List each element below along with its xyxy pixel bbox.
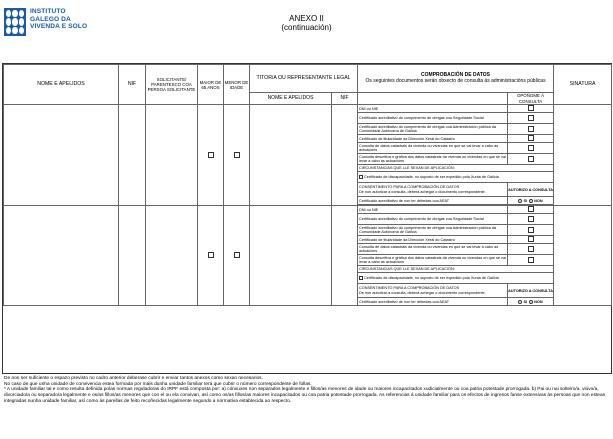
member-2-doc-5: Consulta de datos catastrais da vivenda ou vivendas en que se vai levar a cabo as actuacións	[358, 244, 508, 255]
annex-title: ANEXO II	[289, 14, 324, 23]
member-1-doc-4-oppose-checkbox[interactable]	[528, 135, 534, 141]
member-1-disability-checkbox[interactable]	[359, 175, 363, 179]
col-nif-header: NIF	[119, 65, 146, 105]
member-1-signature[interactable]	[554, 105, 612, 206]
member-2-name[interactable]	[4, 206, 119, 306]
member-1-minor	[224, 105, 250, 206]
member-1-doc-4: Certificado de titularidade da Dirección Xeral do Catastro	[358, 135, 508, 143]
col-oppose-header: OPÓÑOME Á CONSULTA	[508, 93, 554, 105]
member-2-signature[interactable]	[554, 206, 612, 306]
member-2-over65-checkbox[interactable]	[208, 252, 214, 258]
member-1-guardian-name[interactable]	[250, 105, 332, 206]
member-1-aeat-label: Certificado acreditativo de non ter débedas coa AEAT	[358, 197, 508, 205]
member-2-doc-4-oppose-checkbox[interactable]	[528, 236, 534, 242]
member-2-disability-checkbox[interactable]	[359, 276, 363, 280]
member-1-doc-3-oppose-checkbox[interactable]	[528, 126, 534, 132]
col-guardian-header: TITOR/A OU REPRESENTANTE LEGAL	[250, 65, 358, 93]
member-2-doc-5-oppose-checkbox[interactable]	[528, 246, 534, 252]
member-1-consent	[358, 183, 508, 197]
footnote-2: No caso de que unha unidade de convivencia estea formada por máis dunha unidade familiar terá que cubrir o número correspondente de follas.	[4, 381, 312, 387]
member-1-guardian-nif[interactable]	[332, 105, 358, 206]
household-table	[3, 64, 612, 306]
col-signature-header: SINATURA	[554, 65, 612, 105]
member-2-aeat-no-label: NON	[534, 299, 543, 304]
member-2-disability-row	[358, 273, 554, 284]
member-2-doc-1: DNI ou NIE	[358, 206, 508, 214]
member-2-aeat-yes-radio[interactable]	[518, 300, 522, 304]
member-1-doc-3: Certificado acreditativo do cumprimento de obrigas coa Administración pública da Comunidade Autónoma de Galicia	[358, 124, 508, 135]
verification-subtitle: Os seguintes documentos serán obxecto de consulta ás administracións públicas	[365, 77, 546, 84]
member-1-consent-title: CONSENTIMENTO PARA A COMPROBACIÓN DE DATOS	[359, 185, 460, 190]
col-over65-header: MAIOR DE 65 ANOS	[198, 65, 224, 105]
member-1-authorize-label: AUTORIZO A CONSULTA	[508, 183, 554, 197]
member-1-minor-checkbox[interactable]	[234, 152, 240, 158]
col-guardian-nif-header: NIF	[332, 93, 358, 105]
member-1-circumstances-title: CIRCUNSTANCIAS QUE LLE SEXAN DE APLICACIÓN:	[358, 165, 554, 172]
member-1-doc-6-oppose-checkbox[interactable]	[528, 156, 534, 162]
member-2-doc-6: Consulta descritiva e gráfica dos datos catastrais da vivenda ou vivendas en que se vai levar a cabo as actuacións	[359, 255, 506, 265]
logo-line-2: GALEGO DA	[30, 15, 71, 23]
footnote-3: * A unidade familiar tal e como resulta definida polas normas reguladoras do IRPF está composta por: a) cónxuxes non separados legalmente e fillos/as menores de idade ou maiores incapacitados xudicialmente ou coa patria potestade prorrogada. b) Pai ou nai solteiro/a, viúvo/a, divorciado/a ou separado/a legalmente e os/as fillos/as menores que con el ou ela convivan, así como os/as fillos/as maiores incapacitados ou coa patria potestade prorrogada. As referencias á unidade familiar para os efectos de ingresos fanse extensivas ás persoas que non estean integradas nunha unidade familiar, así como ás parellas de feito recoñecidas legalmente segundo a normativa establecida ao respecto.	[4, 387, 606, 404]
logo-line-1: INSTITUTO	[30, 8, 66, 15]
member-1-name[interactable]	[4, 105, 119, 206]
member-1-doc-6: Consulta descritiva e gráfica dos datos catastrais da vivenda ou vivendas en que se vai levar a cabo as actuacións	[359, 154, 506, 164]
member-2-relation[interactable]	[146, 206, 198, 306]
footnotes	[4, 376, 608, 405]
member-2-aeat-no-radio[interactable]	[529, 300, 533, 304]
member-1-doc-1: DNI ou NIE	[358, 105, 508, 113]
member-1-disability-label: Certificado de discapacidade, no suposto de ser expedido pola Xunta de Galicia	[364, 175, 499, 180]
footnote-1: De non ser suficiente o espazo previsto no cadro anterior deberase cubrir e enviar tantos anexos como sexan necesarios.	[4, 376, 263, 381]
member-1-doc-2-oppose-checkbox[interactable]	[528, 115, 534, 121]
member-2-guardian-nif[interactable]	[332, 206, 358, 306]
member-2-consent-title: CONSENTIMENTO PARA A COMPROBACIÓN DE DATOS	[359, 286, 460, 291]
member-2-minor-checkbox[interactable]	[234, 252, 240, 258]
member-1-aeat-yes-radio[interactable]	[518, 199, 522, 203]
member-2-doc-2-oppose-checkbox[interactable]	[528, 216, 534, 222]
verification-title: COMPROBACIÓN DE DATOS	[421, 71, 491, 78]
member-1-doc-2: Certificado acreditativo do cumprimento de obrigas coa Seguridade Social	[358, 113, 508, 124]
member-2-consent	[358, 284, 508, 298]
member-1-consent-text: De non autorizar a consulta, deberá achegar o documento correspondente.	[359, 189, 486, 194]
member-2-doc-3-oppose-checkbox[interactable]	[528, 227, 534, 233]
col-name-header: NOME E APELIDOS	[4, 65, 119, 105]
member-2-disability-label: Certificado de discapacidade, no suposto de ser expedido pola Xunta de Galicia	[364, 276, 499, 281]
logo-line-3: VIVENDA E SOLO	[30, 23, 88, 31]
member-2-circumstances-title: CIRCUNSTANCIAS QUE LLE SEXAN DE APLICACIÓN:	[358, 266, 554, 273]
member-2-consent-text: De non autorizar a consulta, deberá achegar o documento correspondente.	[359, 290, 486, 295]
member-2-doc-3: Certificado acreditativo do cumprimento de obrigas coa Administración pública da Comunidade Autónoma de Galicia	[358, 225, 508, 236]
member-1-aeat-no-radio[interactable]	[529, 199, 533, 203]
page-title	[0, 14, 613, 32]
member-1-disability-row	[358, 172, 554, 183]
member-2-minor	[224, 206, 250, 306]
member-2-nif[interactable]	[119, 206, 146, 306]
col-verification-header	[358, 65, 554, 93]
member-2-aeat-label: Certificado acreditativo de non ter débedas coa AEAT	[358, 298, 508, 306]
member-1-aeat-yes-label: SI	[523, 198, 528, 203]
member-1-relation[interactable]	[146, 105, 198, 206]
member-2-doc-6-oppose-checkbox[interactable]	[528, 257, 534, 263]
member-2-aeat-yes-label: SI	[523, 299, 528, 304]
member-1-doc-5-oppose-checkbox[interactable]	[528, 145, 534, 151]
member-1-aeat-options	[508, 197, 554, 205]
member-2-aeat-options	[508, 298, 554, 306]
col-document-spacer	[358, 93, 508, 105]
member-2-guardian-name[interactable]	[250, 206, 332, 306]
member-2-over65	[198, 206, 224, 306]
member-1-over65	[198, 105, 224, 206]
member-2-doc-4: Certificado de titularidade da Dirección Xeral do Catastro	[358, 236, 508, 244]
member-1-over65-checkbox[interactable]	[208, 152, 214, 158]
member-1-doc-1-oppose-checkbox[interactable]	[528, 105, 534, 111]
col-relation-header: SOLICITANTE/ PARENTESCO COA PERSOA SOLICITANTE	[146, 65, 198, 105]
member-2-doc-2: Certificado acreditativo do cumprimento de obrigas coa Seguridade Social	[358, 214, 508, 225]
annex-continuation: (continuación)	[281, 23, 332, 32]
member-1-doc-5: Consulta de datos catastrais da vivenda ou vivendas en que se vai levar a cabo as actuacións	[358, 143, 508, 154]
member-2-doc-1-oppose-checkbox[interactable]	[528, 206, 534, 212]
member-2-authorize-label: AUTORIZO A CONSULTA	[508, 284, 554, 298]
col-minor-header: MENOR DE IDADE	[224, 65, 250, 105]
col-guardian-name-header: NOME E APELIDOS	[250, 93, 332, 105]
member-1-aeat-no-label: NON	[534, 198, 543, 203]
member-1-nif[interactable]	[119, 105, 146, 206]
